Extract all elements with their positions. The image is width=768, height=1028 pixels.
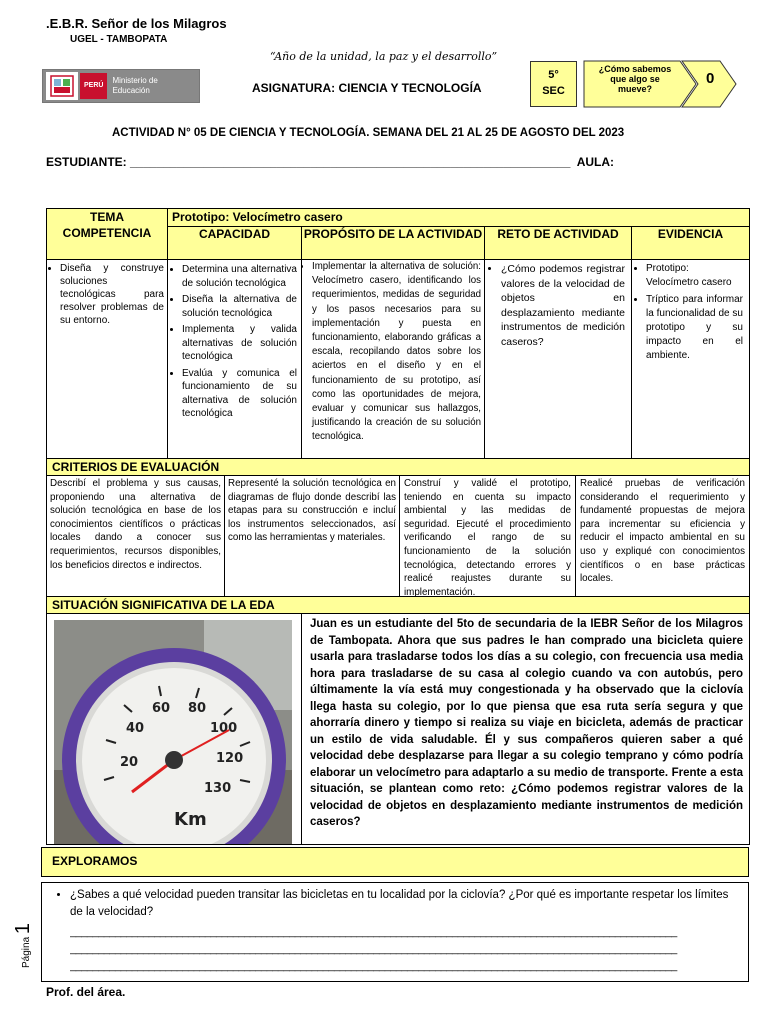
criterios-header-cell — [46, 458, 750, 476]
unit-number: 0 — [706, 70, 715, 87]
svg-text:120: 120 — [216, 751, 244, 766]
proposito-header: PROPÓSITO DE LA ACTIVIDAD — [303, 227, 483, 241]
evidencia-header-cell — [631, 226, 750, 260]
peru-shield-icon — [46, 72, 78, 100]
grade-number: 5° — [548, 69, 559, 81]
exploramos-question: • ¿Sabes a qué velocidad pueden transitar las bicicletas en tu localidad por la ciclovía? ¿Por qué es importante respetar los límites de la velocidad? — [70, 887, 738, 921]
capacidad-cell — [167, 259, 302, 459]
speedometer-photo — [54, 620, 292, 845]
grade-level: SEC — [542, 85, 565, 97]
answer-line[interactable]: ____________________________________________________________________________________________________________ — [70, 926, 677, 938]
capacidad-header-cell — [167, 226, 302, 260]
situacion-image-cell — [46, 613, 302, 845]
tema-label: TEMA — [90, 210, 124, 224]
criterio-cell — [46, 475, 225, 597]
exploramos-header: EXPLORAMOS — [52, 854, 138, 868]
competencia-header-cell — [46, 208, 168, 260]
situacion-text: Juan es un estudiante del 5to de secundaria de la IEBR Señor de los Milagros de Tambopata. Ahora que sus padres le han comprado una bicicleta quiere usarla para trasladarse todos los días a su colegio, con frecuencia usa media hora para trasladarse de su casa al colegio cuando va con autobús, pero últimamente la vía está muy congestionada y ha observado que la ciclovía llega hasta su colegio, por lo que piensa que esa ruta sería segura y que ahorraría dinero y tiempo si realiza su viaje en bicicleta, además de practicar un estilo de vida saludable. Él y sus compañeros quieren saber a qué velocidad debe desplazarse para llegar a su colegio temprano y cómo podría elaborar un velocímetro para adaptarlo a su medio de transporte. Frente a esta situación, se plantean como reto: ¿Cómo podemos registrar valores de la velocidad de objetos en desplazamiento mediante instrumentos de medición caseros? — [310, 618, 743, 828]
school-name: .E.B.R. Señor de los Milagros — [46, 16, 227, 31]
reto-header: RETO DE ACTIVIDAD — [497, 227, 619, 241]
activity-title: ACTIVIDAD N° 05 DE CIENCIA Y TECNOLOGÍA. SEMANA DEL 21 AL 25 DE AGOSTO DEL 2023 — [112, 127, 625, 139]
criterio-cell — [224, 475, 400, 597]
evidencia-cell — [631, 259, 750, 459]
reto-header-cell — [484, 226, 632, 260]
logo-ministry — [112, 76, 157, 96]
grade-box — [530, 61, 577, 107]
situacion-header: SITUACIÓN SIGNIFICATIVA DE LA EDA — [52, 598, 275, 612]
criterio-cell — [575, 475, 750, 597]
proposito-cell — [301, 259, 485, 459]
tema-value: Prototipo: Velocímetro casero — [172, 210, 343, 224]
capacidad-header: CAPACIDAD — [198, 227, 271, 241]
reto-cell — [484, 259, 632, 459]
criterios-header: CRITERIOS DE EVALUACIÓN — [52, 460, 220, 474]
prof-signature: Prof. del área. — [46, 985, 126, 999]
exploramos-question-box — [41, 882, 749, 982]
criterio-text: Realicé pruebas de verificación considerando el requerimiento y fundamenté propuestas de mejora para incrementar su eficiencia y reducir el impacto ambiental en su uso y expliqué con conocimientos científicos o en base prácticas locales. — [580, 478, 745, 585]
reto-text: • ¿Cómo podemos registrar valores de la velocidad de objetos en desplazamiento mediante instrumentos de medición caseros? — [501, 262, 625, 349]
unit-question: ¿Cómo sabemos que algo se mueve? — [598, 64, 672, 94]
capacidad-item: • Evalúa y comunica el funcionamiento de su alternativa de solución tecnológica — [182, 367, 297, 421]
pagina-label: Página — [21, 936, 32, 968]
svg-text:80: 80 — [188, 701, 207, 716]
logo-ministry-line2: Educación — [112, 86, 150, 95]
svg-text:60: 60 — [152, 701, 171, 716]
proposito-header-cell — [301, 226, 485, 260]
situacion-header-cell — [46, 596, 750, 614]
unit-question-arrow — [584, 59, 715, 109]
logo-ministry-line1: Ministerio de — [112, 76, 158, 85]
svg-text:130: 130 — [204, 781, 232, 796]
pagina-number: 1 — [12, 922, 34, 935]
capacidad-item: • Implementa y valida alternativas de solución tecnológica — [182, 323, 297, 364]
capacidad-item: • Determina una alternativa de solución tecnológica — [182, 263, 297, 290]
criterio-text: Describí el problema y sus causas, proponiendo una alternativa de solución tecnológica en base de los conocimientos científicos o prácticas locales dando a conocer sus requerimientos, recursos disponibles, los beneficios directos e indirectos. — [50, 478, 221, 571]
criterio-text: Construí y validé el prototipo, teniendo en cuenta su impacto ambiental y las medidas de seguridad. Ejecuté el procedimiento verificando el rango de su funcionamiento de la solución tecnológica, detectando errores y realicé reajustes durante su implementación. — [404, 478, 571, 597]
evidencia-item: • Prototipo: Velocímetro casero — [646, 262, 743, 290]
svg-text:100: 100 — [210, 721, 238, 736]
competencia-header: COMPETENCIA — [62, 226, 152, 240]
logo-country: PERÚ — [80, 73, 107, 99]
tema-value-cell — [167, 208, 750, 227]
capacidad-item: • Diseña la alternativa de solución tecnológica — [182, 293, 297, 320]
ugel-name: UGEL - TAMBOPATA — [70, 34, 168, 45]
exploramos-header-cell — [41, 847, 749, 877]
proposito-text: • Implementar la alternativa de solución: Velocímetro casero, identificando los requerimientos, medidas de seguridad y los pasos necesarios para su implementación y puesta en funcionamiento, elaborando gráficas a escala, recopilando datos sobre los aciertos en el diseño y en el funcionamiento de su prototipo, así como las oportunidades de mejora, evaluar y comunicar sus hallazgos, justificando la creación de su solución tecnológica. — [312, 260, 481, 445]
situacion-text-cell — [301, 613, 750, 845]
svg-text:40: 40 — [126, 721, 145, 736]
evidencia-item: • Tríptico para informar la funcionalidad de su prototipo y su impacto en el ambiente. — [646, 293, 743, 363]
ministry-logo — [42, 69, 200, 103]
answer-line[interactable]: ____________________________________________________________________________________________________________ — [70, 960, 677, 972]
gauge-unit: Km — [174, 809, 207, 830]
answer-line[interactable]: ____________________________________________________________________________________________________________ — [70, 943, 677, 955]
svg-text:20: 20 — [120, 755, 139, 770]
evidencia-header: EVIDENCIA — [657, 227, 724, 241]
competencia-cell — [46, 259, 168, 459]
subject-title: ASIGNATURA: CIENCIA Y TECNOLOGÍA — [252, 81, 482, 95]
criterio-text: Representé la solución tecnológica en diagramas de flujo donde describí las etapas para su construcción e incluí los instrumentos seleccionados, así como las herramientas y materiales. — [228, 478, 396, 544]
criterio-cell — [399, 475, 576, 597]
year-motto: “Año de la unidad, la paz y el desarrollo” — [270, 50, 498, 63]
page-number-label — [12, 922, 34, 1028]
student-line: ESTUDIANTE: __________________________________________________________________ AULA: — [46, 155, 615, 169]
competencia-text: • Diseña y construye soluciones tecnológicas para resolver problemas de su entorno. — [60, 262, 164, 327]
